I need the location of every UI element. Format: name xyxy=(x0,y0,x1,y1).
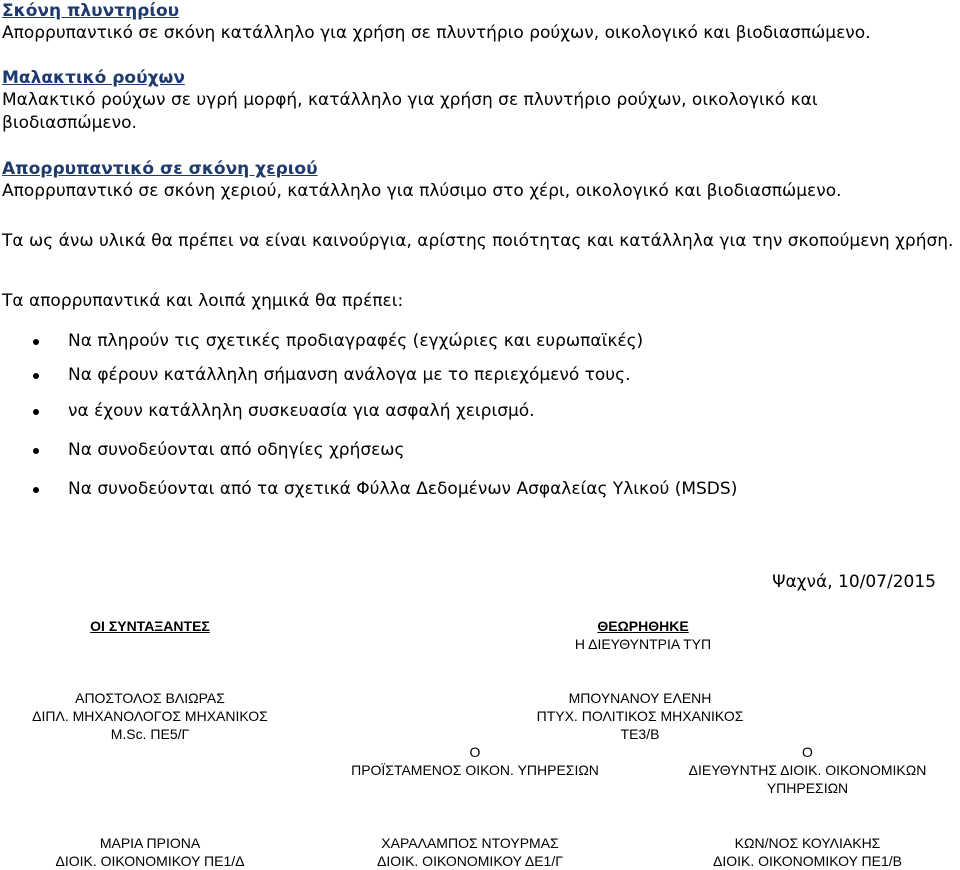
section-powder-detergent xyxy=(2,0,952,45)
paragraph-materials: Τα ως άνω υλικά θα πρέπει να είναι καινούργια, αρίστης ποιότητας και κατάλληλα για την σκοπούμενη χρήση. xyxy=(2,231,954,251)
signatory-role: ΔΙΟΙΚ. ΟΙΚΟΝΟΜΙΚΟΥ ΔΕ1/Γ xyxy=(377,853,563,869)
date-line: Ψαχνά, 10/07/2015 xyxy=(772,572,936,592)
bullet-icon xyxy=(33,448,39,454)
approved-sub: Η ΔΙΕΥΘΥΝΤΡΙΑ ΤΥΠ xyxy=(574,636,712,652)
section-text: Απορρυπαντικό σε σκόνη κατάλληλο για χρήση σε πλυντήριο ρούχων, οικολογικό και βιοδιασπώμενο. xyxy=(2,23,871,43)
signatory-role: ΔΙΟΙΚ. ΟΙΚΟΝΟΜΙΚΟΥ ΠΕ1/Δ xyxy=(55,853,245,869)
paragraph-intro: Τα απορρυπαντικά και λοιπά χημικά θα πρέπει: xyxy=(2,291,404,311)
signatory-name: ΑΠΟΣΤΟΛΟΣ ΒΛΙΩΡΑΣ xyxy=(75,690,225,706)
signatory-bottom-2 xyxy=(315,834,625,870)
signatory-bottom-1 xyxy=(0,834,300,870)
signatory-name: ΜΠΟΥΝΑΝΟΥ ΕΛΕΝΗ xyxy=(568,690,712,706)
approved-block xyxy=(548,617,738,653)
signatory-title-cont: ΥΠΗΡΕΣΙΩΝ xyxy=(766,780,849,796)
signatory-article: Ο xyxy=(802,744,813,760)
bullet-icon xyxy=(33,409,39,415)
bullet-icon xyxy=(33,487,39,493)
bullet-icon xyxy=(33,339,39,345)
list-item-text: Να συνοδεύονται από οδηγίες χρήσεως xyxy=(68,440,405,460)
section-fabric-softener xyxy=(2,67,922,135)
signatory-right xyxy=(490,689,790,743)
list-item-text: να έχουν κατάλληλη συσκευασία για ασφαλή χειρισμό. xyxy=(68,401,535,421)
bullet-icon xyxy=(33,373,39,379)
signatory-title: ΠΡΟΪΣΤΑΜΕΝΟΣ ΟΙΚΟΝ. ΥΠΗΡΕΣΙΩΝ xyxy=(351,762,599,778)
signatory-name: ΧΑΡΑΛΑΜΠΟΣ ΝΤΟΥΡΜΑΣ xyxy=(381,835,559,851)
signatory-title: ΔΙΕΥΘΥΝΤΗΣ ΔΙΟΙΚ. ΟΙΚΟΝΟΜΙΚΩΝ xyxy=(688,762,927,778)
signatory-title: ΔΙΠΛ. ΜΗΧΑΝΟΛΟΓΟΣ ΜΗΧΑΝΙΚΟΣ xyxy=(32,708,268,724)
section-text: Απορρυπαντικό σε σκόνη χεριού, κατάλληλο για πλύσιμο στο χέρι, οικολογικό και βιοδιασπώμενο. xyxy=(2,181,842,201)
signatory-grade: M.Sc. ΠΕ5/Γ xyxy=(110,726,190,742)
section-title: Απορρυπαντικό σε σκόνη χεριού xyxy=(2,159,318,179)
list-item-text: Να συνοδεύονται από τα σχετικά Φύλλα Δεδομένων Ασφαλείας Υλικού (MSDS) xyxy=(68,479,738,499)
list-item-text: Να πληρούν τις σχετικές προδιαγραφές (εγχώριες και ευρωπαϊκές) xyxy=(68,331,644,351)
signatory-name: ΚΩΝ/ΝΟΣ ΚΟΥΛΙΑΚΗΣ xyxy=(734,835,881,851)
signatory-title: ΠΤΥΧ. ΠΟΛΙΤΙΚΟΣ ΜΗΧΑΝΙΚΟΣ xyxy=(536,708,744,724)
section-title: Μαλακτικό ρούχων xyxy=(2,68,185,88)
signatory-left xyxy=(0,689,300,743)
section-text: Μαλακτικό ρούχων σε υγρή μορφή, κατάλληλο για χρήση σε πλυντήριο ρούχων, οικολογικό και βιοδιασπώμενο. xyxy=(2,90,818,133)
compilers-heading: ΟΙ ΣΥΝΤΑΞΑΝΤΕΣ xyxy=(90,618,210,634)
signatory-grade: ΤΕ3/Β xyxy=(620,726,660,742)
signatory-article: Ο xyxy=(469,744,481,760)
list-item-text: Να φέρουν κατάλληλη σήμανση ανάλογα με το περιεχόμενό τους. xyxy=(68,365,631,385)
signatory-bottom-3 xyxy=(660,834,955,870)
signatory-mid-left xyxy=(320,743,630,779)
section-title: Σκόνη πλυντηρίου xyxy=(2,1,180,21)
signatory-name: ΜΑΡΙΑ ΠΡΙΟΝΑ xyxy=(99,835,201,851)
section-hand-powder xyxy=(2,158,952,203)
approved-heading: ΘΕΩΡΗΘΗΚΕ xyxy=(597,618,689,634)
signatory-role: ΔΙΟΙΚ. ΟΙΚΟΝΟΜΙΚΟΥ ΠΕ1/Β xyxy=(712,853,903,869)
signatory-mid-right xyxy=(655,743,960,797)
